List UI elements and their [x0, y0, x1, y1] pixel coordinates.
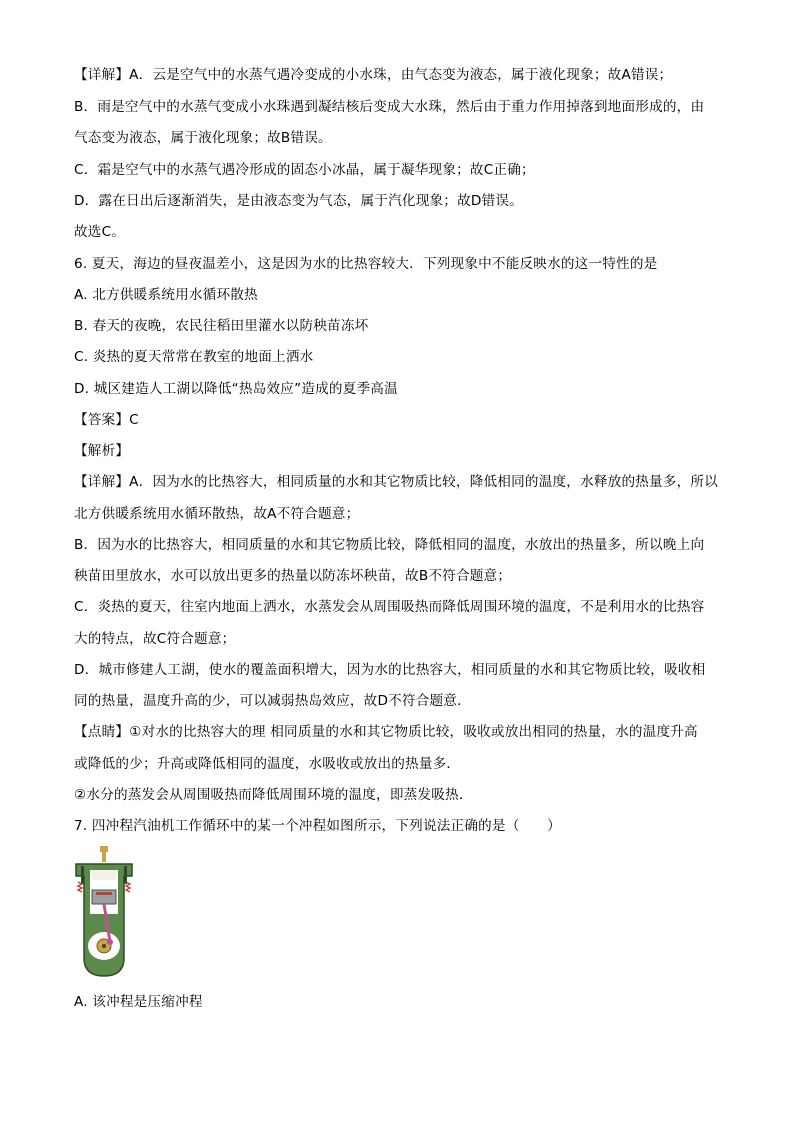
text-line: 大的特点，故C符合题意；: [74, 631, 236, 647]
chamber-gas: [92, 870, 116, 880]
text-line: 同的热量，温度升高的少，可以减弱热岛效应，故D不符合题意．: [74, 693, 471, 709]
engine-diagram: [72, 846, 136, 980]
crank-pin: [107, 939, 113, 945]
crank-axle: [102, 944, 106, 948]
exhaust-valve: [124, 866, 127, 884]
text-line: 北方供暖系统用水循环散热，故A不符合题意；: [74, 506, 360, 522]
text-line: B．因为水的比热容大，相同质量的水和其它物质比较，降低相同的温度，水放出的热量多，所以晚上向: [74, 537, 705, 553]
text-line: B．雨是空气中的水蒸气变成小水珠遇到凝结核后变成大水珠，然后由于重力作用掉落到地面形成的，由: [74, 99, 705, 115]
text-line: 秧苗田里放水，水可以放出更多的热量以防冻坏秧苗，故B不符合题意；: [74, 568, 512, 584]
spark-plug-body: [102, 852, 106, 862]
text-line: D．露在日出后逐渐消失，是由液态变为气态，属于汽化现象；故D错误。: [74, 193, 523, 209]
text-line: ②水分的蒸发会从周围吸热而降低周围环境的温度，即蒸发吸热．: [74, 787, 473, 803]
question-7-stem: 7. 四冲程汽油机工作循环中的某一个冲程如图所示，下列说法正确的是（ ）: [74, 818, 561, 834]
text-line: 【详解】A．云是空气中的水蒸气遇冷变成的小水珠，由气态变为液态，属于液化现象；故A错误；: [74, 67, 673, 83]
text-line: 或降低的少；升高或降低相同的温度，水吸收或放出的热量多．: [74, 756, 461, 772]
piston-ring: [96, 892, 112, 895]
spark-plug-cap: [100, 846, 108, 852]
analysis-label: 【解析】: [74, 443, 130, 459]
option-b: B. 春天的夜晚，农民往稻田里灌水以防秧苗冻坏: [74, 318, 369, 334]
spring-left: [78, 882, 82, 892]
text-line: D．城市修建人工湖，使水的覆盖面积增大，因为水的比热容大，相同质量的水和其它物质比较，吸收相: [74, 662, 706, 678]
question-6-stem: 6. 夏天，海边的昼夜温差小，这是因为水的比热容较大．下列现象中不能反映水的这一特性的是: [74, 256, 658, 272]
option-d: D. 城区建造人工湖以降低“热岛效应”造成的夏季高温: [74, 381, 398, 397]
intake-valve: [81, 866, 84, 884]
option-a: A. 该冲程是压缩冲程: [74, 994, 203, 1010]
text-line: 故选C。: [74, 224, 126, 240]
text-line: 【详解】A．因为水的比热容大，相同质量的水和其它物质比较，降低相同的温度，水释放的热量多，所以: [74, 474, 719, 490]
option-c: C. 炎热的夏天常常在教室的地面上洒水: [74, 349, 314, 365]
text-line: C．炎热的夏天，往室内地面上洒水，水蒸发会从周围吸热而降低周围环境的温度，不是利用水的比热容: [74, 599, 705, 615]
answer-label: 【答案】C: [74, 412, 139, 428]
text-line: 气态变为液态，属于液化现象；故B错误。: [74, 130, 332, 146]
option-a: A. 北方供暖系统用水循环散热: [74, 287, 258, 303]
text-line: C．霜是空气中的水蒸气遇冷形成的固态小冰晶，属于凝华现象；故C正确；: [74, 162, 535, 178]
text-line: 【点睛】①对水的比热容大的理 相同质量的水和其它物质比较，吸收或放出相同的热量，水的温度升高: [74, 724, 698, 740]
